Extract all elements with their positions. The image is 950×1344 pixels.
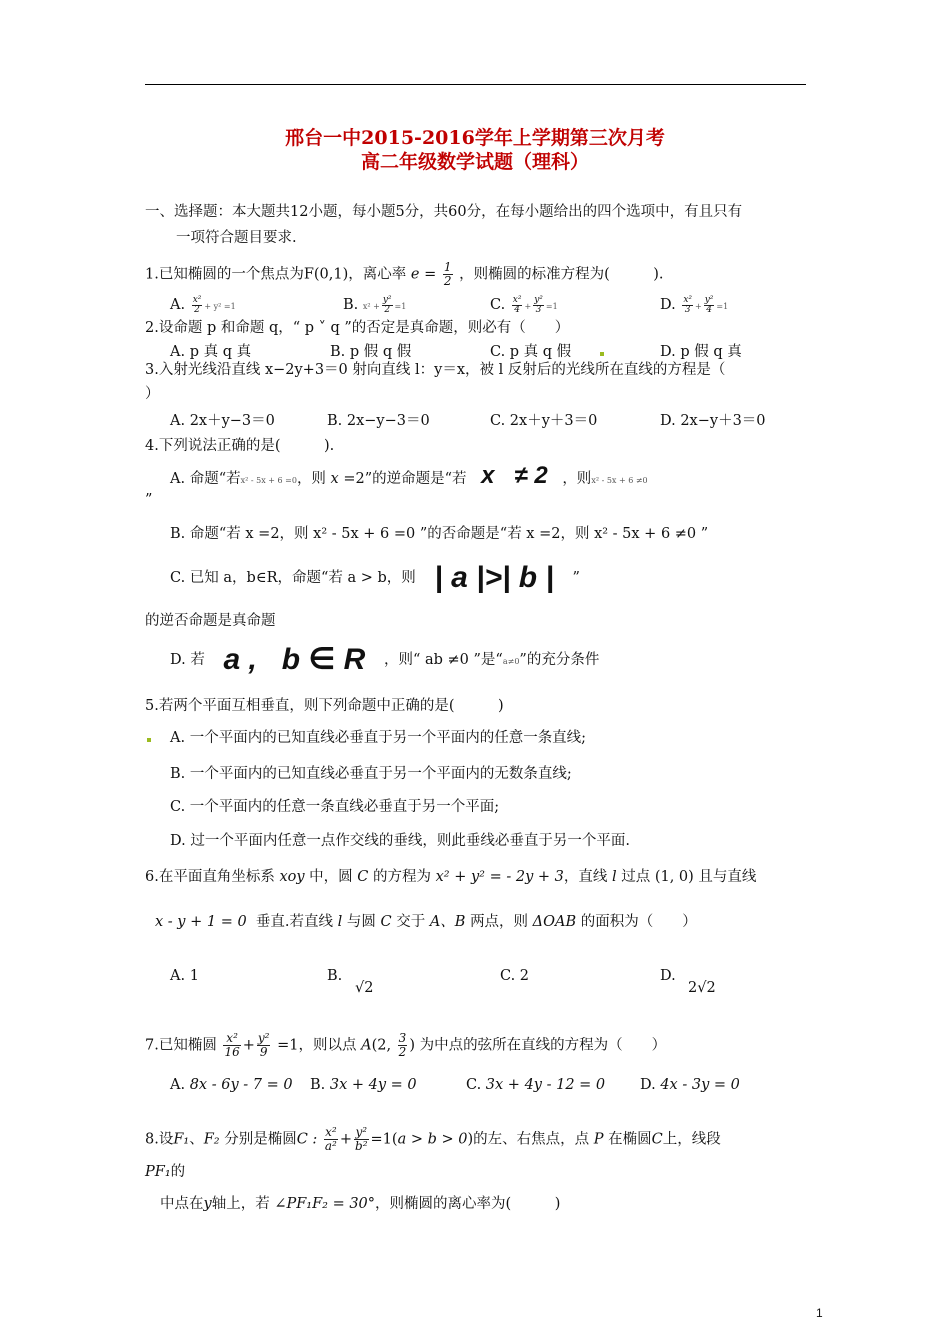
q5-option-d: D. 过一个平面内任意一点作交线的垂线，则此垂线必垂直于另一个平面. [170,833,630,849]
header-rule [145,84,806,85]
q6-option-c: C. 2 [500,968,530,984]
q4-option-c-end: 的逆否命题是真命题 [145,613,276,629]
q1-option-d: D. $\frac{\text{x²}}{3}$ + $\frac{\text{y²}}{4}$ =1 [660,294,729,315]
q6-option-b: B. √2 [327,968,374,996]
q3-option-c: C. 2x＋y＋3＝0 [490,413,598,429]
section-intro-1: 一、选择题：本大题共12小题，每小题5分，共60分，在每小题给出的四个选项中，有且只有 [145,204,743,220]
q7-option-c: C. 3x + 4y - 12 = 0 [466,1077,606,1093]
scan-mark [147,738,151,742]
q3-option-d: D. 2x−y＋3＝0 [660,413,766,429]
q8-line-1: 8.设F₁、F₂ 分别是椭圆C : $\frac{\text{x²}}{\text{a²}}$ + $\frac{\text{y²}}{\text{b²}}$ =1(a > b > 0)的左、右焦点，点 P 在椭圆C上，线段 [145,1125,721,1153]
q3-stem: 3.入射光线沿直线 x−2y+3＝0 射向直线 l：y＝x，被 l 反射后的光线所在直线的方程是（ [145,362,726,378]
q6-option-a: A. 1 [170,968,199,984]
q7-option-b: B. 3x + 4y = 0 [310,1077,417,1093]
q1-option-c: C. $\frac{\text{x²}}{4}$ + $\frac{\text{y²}}{3}$ =1 [490,294,558,315]
q6-line-2: x - y + 1 = 0 垂直.若直线 l 与圆 C 交于 A、B 两点，则 ΔOAB 的面积为（ ） [155,914,697,930]
q4-option-b: B. 命题“若 x =2，则 x² - 5x + 6 =0 ”的否命题是“若 x =2，则 x² - 5x + 6 ≠0 ” [170,526,709,542]
q8-line-3: 中点在y轴上，若 ∠PF₁F₂ = 30°，则椭圆的离心率为( ) [160,1196,561,1212]
q3-option-a: A. 2x＋y−3＝0 [170,413,275,429]
q6-option-d: D. 2√2 [660,968,716,996]
q3-option-b: B. 2x−y−3＝0 [327,413,430,429]
q1-option-b: B. x² + $\frac{\text{y²}}{2}$ =1 [343,294,407,315]
q3-stem-end: ） [145,386,160,402]
title-line-1: 邢台一中2015-2016学年上学期第三次月考 [285,127,665,149]
q8-line-2: PF₁的 [145,1164,186,1180]
q2-option-d: D. p 假 q 真 [660,344,742,360]
q4-option-a: A. 命题“若x² - 5x + 6 =0，则 x =2”的逆命题是“若 x ≠ 2 ，则x² - 5x + 6 ≠0 [170,462,648,489]
section-intro-2: 一项符合题目要求. [176,230,297,246]
q4-option-c: C. 已知 a，b∈R，命题“若 a > b，则 | a |>| b | ” [170,561,580,594]
title-line-2: 高二年级数学试题（理科） [360,151,589,173]
q2-option-a: A. p 真 q 真 [170,344,252,360]
q7-option-d: D. 4x - 3y = 0 [640,1077,740,1093]
q6-line-1: 6.在平面直角坐标系 xoy 中，圆 C 的方程为 x² + y² = - 2y + 3，直线 l 过点 (1, 0) 且与直线 [145,869,757,885]
q1-option-a: A. $\frac{\text{x²}}{2}$ + y² =1 [170,294,236,315]
q5-option-a: A. 一个平面内的已知直线必垂直于另一个平面内的任意一条直线; [170,730,587,746]
q2-stem: 2.设命题 p 和命题 q，“ p ˅ q ”的否定是真命题，则必有（ ） [145,320,570,336]
q5-option-c: C. 一个平面内的任意一条直线必垂直于另一个平面; [170,799,500,815]
q4-option-d: D. 若 a , b ∈ R ，则“ ab ≠0 ”是“a≠0”的充分条件 [170,643,600,676]
q4-stem: 4.下列说法正确的是( ). [145,438,335,454]
q2-option-c: C. p 真 q 假 [490,344,572,360]
q1-stem: 1.已知椭圆的一个焦点为F(0,1)，离心率 e = $\frac{1}{2}$ ，则椭圆的标准方程为( ). [145,260,664,288]
q4-option-a-end: ” [145,492,153,508]
q7-stem: 7.已知椭圆 $\frac{\text{x²}}{16}$ + $\frac{\text{y²}}{9}$ =1，则以点 A(2, $\frac{3}{2}$ ) 为中点的弦所在直线的方程为（ ） [145,1031,667,1059]
page-number: 1 [816,1306,823,1320]
q5-stem: 5.若两个平面互相垂直，则下列命题中正确的是( ) [145,698,504,714]
q2-option-b: B. p 假 q 假 [330,344,412,360]
q5-option-b: B. 一个平面内的已知直线必垂直于另一个平面内的无数条直线; [170,766,572,782]
scan-mark [600,352,604,356]
q7-option-a: A. 8x - 6y - 7 = 0 [170,1077,293,1093]
